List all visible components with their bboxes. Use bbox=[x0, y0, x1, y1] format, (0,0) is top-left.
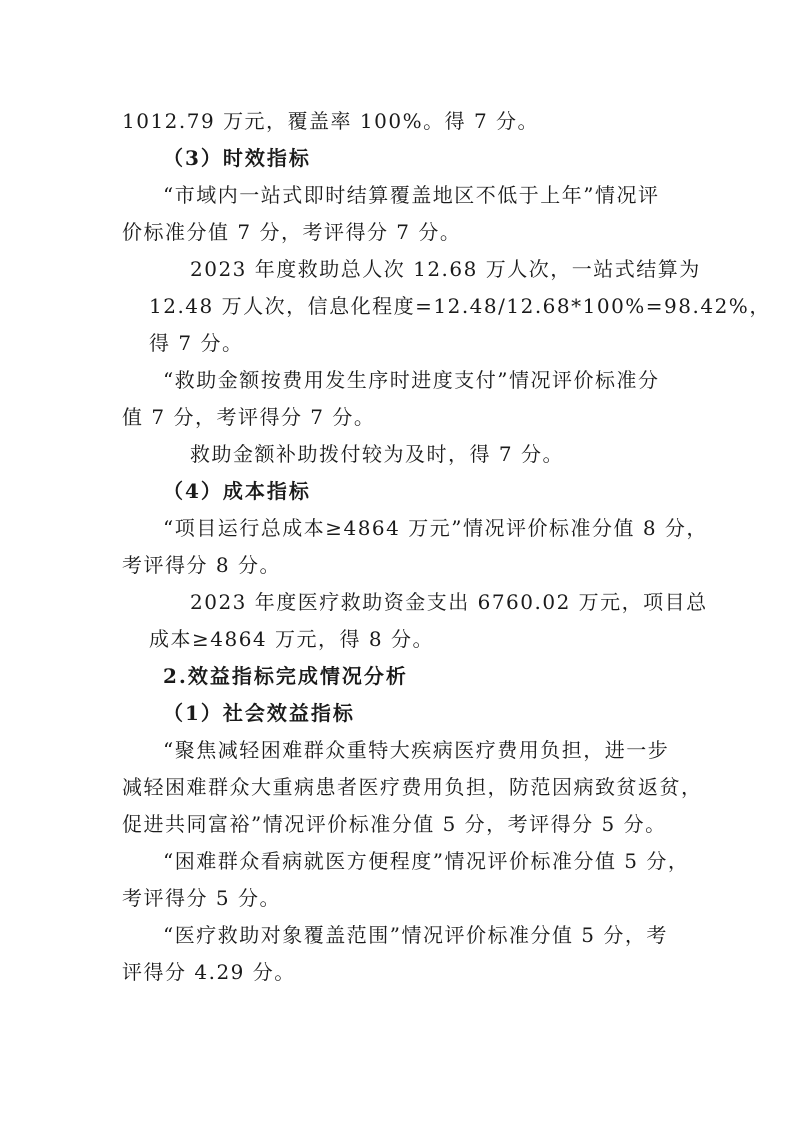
section-heading: （3）时效指标 bbox=[163, 146, 311, 170]
paragraph-line: “救助金额按费用发生序时进度支付”情况评价标准分 bbox=[163, 368, 660, 392]
paragraph-line: 考评得分 5 分。 bbox=[122, 886, 281, 910]
paragraph-line: 2023 年度救助总人次 12.68 万人次，一站式结算为 bbox=[190, 257, 701, 281]
paragraph-line: 成本≥4864 万元，得 8 分。 bbox=[149, 627, 434, 651]
paragraph-line: 考评得分 8 分。 bbox=[122, 553, 281, 577]
paragraph-line: 救助金额补助拨付较为及时，得 7 分。 bbox=[190, 442, 564, 466]
paragraph-line: 1012.79 万元，覆盖率 100%。得 7 分。 bbox=[122, 109, 540, 133]
paragraph-line: 评得分 4.29 分。 bbox=[122, 960, 296, 984]
paragraph-line: 促进共同富裕”情况评价标准分值 5 分，考评得分 5 分。 bbox=[122, 812, 667, 836]
paragraph-line: 减轻困难群众大重病患者医疗费用负担，防范因病致贫返贫， bbox=[122, 775, 703, 799]
paragraph-line: 得 7 分。 bbox=[149, 331, 244, 355]
paragraph-line: 值 7 分，考评得分 7 分。 bbox=[122, 405, 376, 429]
paragraph-line: “医疗救助对象覆盖范围”情况评价标准分值 5 分，考 bbox=[163, 923, 668, 947]
section-heading: （1）社会效益指标 bbox=[163, 701, 355, 725]
paragraph-line: 2023 年度医疗救助资金支出 6760.02 万元，项目总 bbox=[190, 590, 708, 614]
paragraph-line: 价标准分值 7 分，考评得分 7 分。 bbox=[122, 220, 462, 244]
paragraph-line: “聚焦减轻困难群众重特大疾病医疗费用负担，进一步 bbox=[163, 738, 670, 762]
paragraph-line: “市域内一站式即时结算覆盖地区不低于上年”情况评 bbox=[163, 183, 660, 207]
section-heading: （4）成本指标 bbox=[163, 479, 311, 503]
paragraph-line: “困难群众看病就医方便程度”情况评价标准分值 5 分， bbox=[163, 849, 690, 873]
section-heading: 2.效益指标完成情况分析 bbox=[163, 664, 408, 688]
paragraph-line: “项目运行总成本≥4864 万元”情况评价标准分值 8 分， bbox=[163, 516, 708, 540]
paragraph-line: 12.48 万人次，信息化程度=12.48/12.68*100%=98.42%， bbox=[149, 294, 771, 318]
